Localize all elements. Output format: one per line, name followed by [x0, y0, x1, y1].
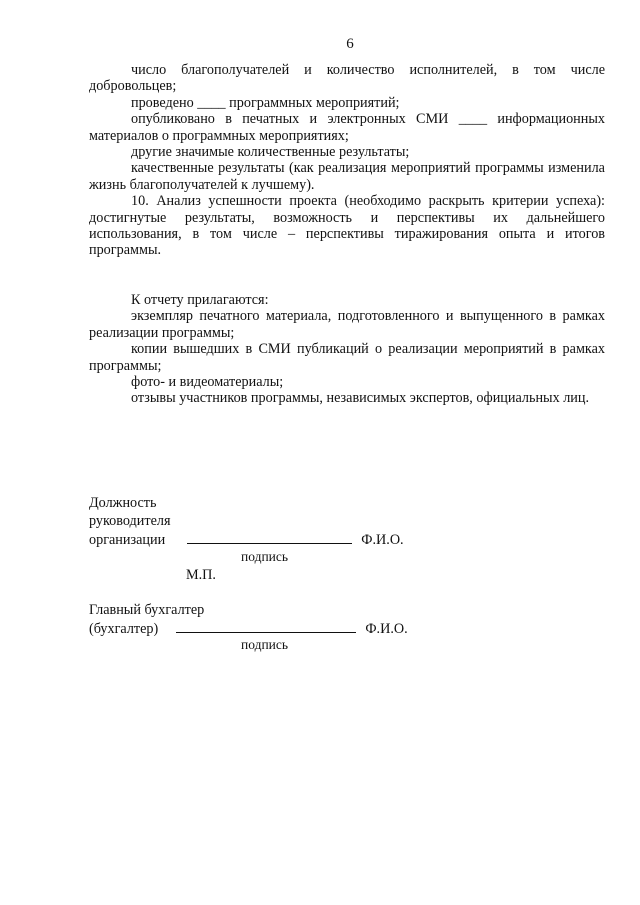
paragraph-events-held: проведено ____ программных мероприятий; — [131, 94, 400, 111]
manager-title-line2: руководителя — [89, 513, 171, 529]
section-spacer — [89, 259, 605, 292]
attachment-photo-video: фото- и видеоматериалы; — [131, 373, 284, 390]
attachment-reviews: отзывы участников программы, независимых экспертов, официальных лиц. — [131, 390, 590, 407]
attachment-media-copies: копии вышедших в СМИ публикаций о реализации мероприятий в рамках программы; — [89, 341, 605, 374]
accountant-signature-caption: подпись — [241, 637, 289, 652]
paragraph-other-quantitative: другие значимые количественные результаты; — [131, 144, 410, 161]
manager-signature-block — [89, 494, 404, 548]
manager-title-line1: Должность — [89, 495, 157, 511]
page-number: 6 — [346, 36, 354, 52]
stamp-placeholder: М.П. — [186, 567, 216, 583]
manager-title-line3-text: организации — [89, 532, 166, 548]
accountant-signature-block — [89, 601, 408, 637]
accountant-fio: Ф.И.О. — [365, 621, 408, 637]
paragraph-media-published: опубликовано в печатных и электронных СМИ ____ информационных материалов о программных мероприятиях; — [89, 111, 605, 144]
manager-fio: Ф.И.О. — [361, 532, 404, 548]
paragraph-success-analysis: 10. Анализ успешности проекта (необходимо раскрыть критерии успеха): достигнутые результаты, возможность и перспективы их дальнейшего использования, в том числе – перспективы тиражирования опыта и итогов программы. — [89, 193, 605, 259]
attachments-heading: К отчету прилагаются: — [131, 291, 269, 308]
accountant-title-line2-text: (бухгалтер) — [89, 621, 159, 637]
attachment-printed-material: экземпляр печатного материала, подготовленного и выпущенного в рамках реализации программы; — [89, 308, 605, 341]
manager-signature-line — [187, 530, 352, 544]
manager-title-line3 — [89, 530, 404, 548]
accountant-title-line1: Главный бухгалтер — [89, 602, 205, 618]
manager-signature-caption: подпись — [241, 549, 289, 564]
accountant-signature-line — [176, 619, 356, 633]
document-body — [89, 62, 605, 407]
paragraph-qualitative-results: качественные результаты (как реализация мероприятий программы изменила жизнь благополучателей к лучшему). — [89, 160, 605, 193]
accountant-title-line2 — [89, 619, 408, 637]
paragraph-beneficiaries: число благополучателей и количество исполнителей, в том числе добровольцев; — [89, 62, 605, 95]
